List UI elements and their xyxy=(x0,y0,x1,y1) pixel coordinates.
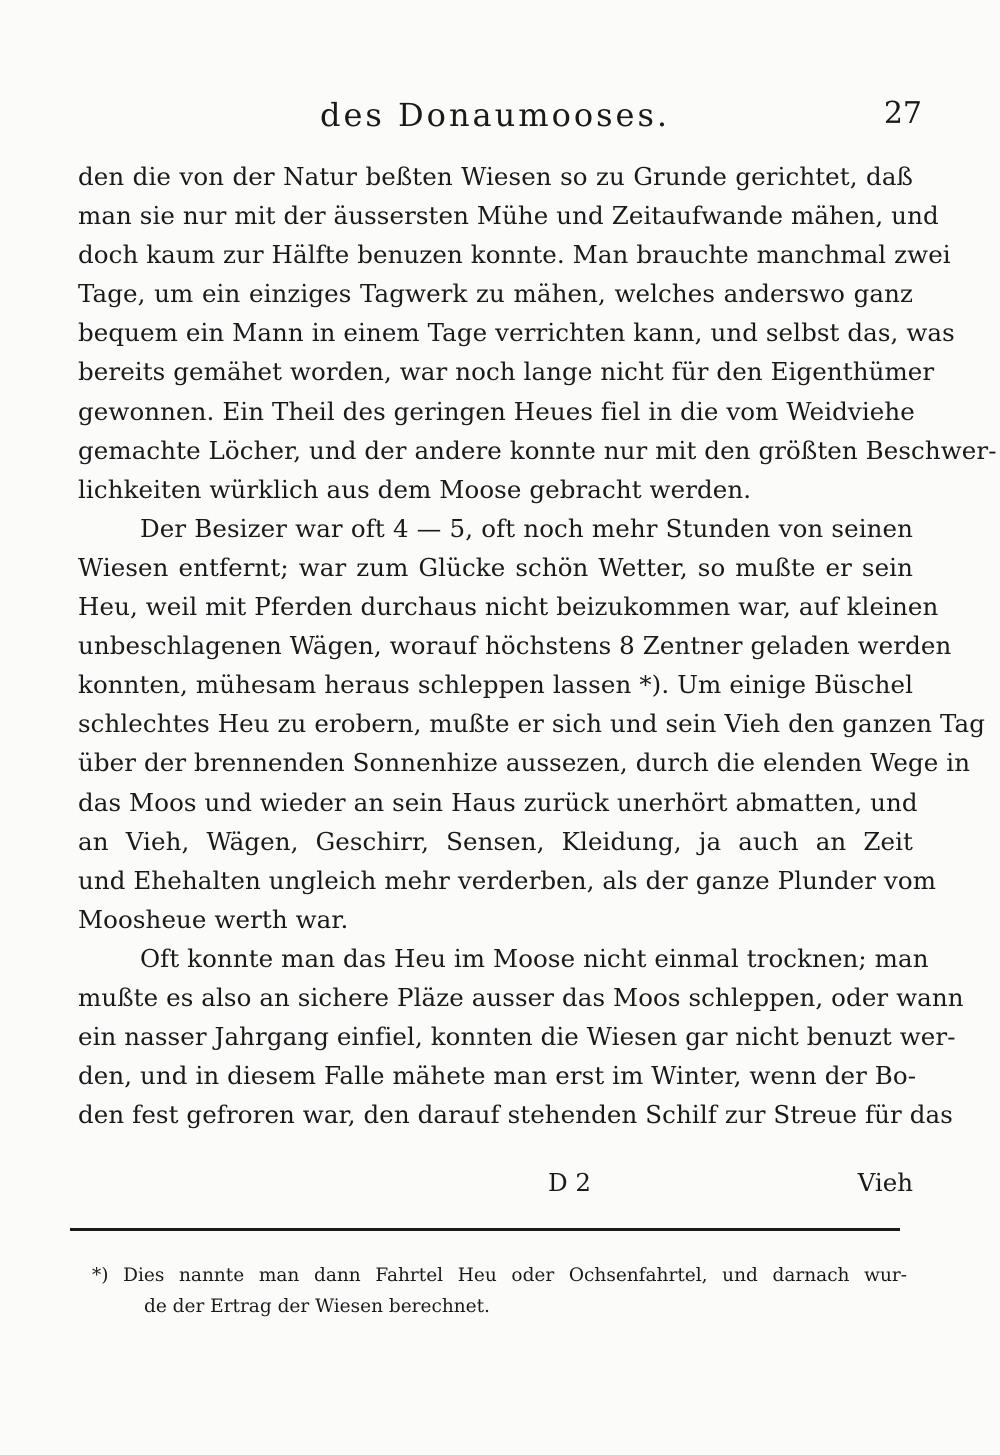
body-text xyxy=(78,157,997,1134)
catchword: Vieh xyxy=(857,1168,913,1197)
text-line: man sie nur mit der äussersten Mühe und Zeitaufwande mähen, und xyxy=(78,201,939,231)
text-line: Moosheue werth war. xyxy=(78,904,349,934)
text-line: gewonnen. Ein Theil des geringen Heues fiel in die vom Weidviehe xyxy=(78,396,915,426)
footnote-line: *) Dies nannte man dann Fahrtel Heu oder Ochsenfahrtel, und darnach wur- xyxy=(92,1265,907,1286)
text-line: konnten, mühesam heraus schleppen lassen *). Um einige Büschel xyxy=(78,670,913,700)
text-line: über der brennenden Sonnenhize aussezen, durch die elenden Wege in xyxy=(78,748,971,778)
text-line: den die von der Natur beßten Wiesen so zu Grunde gerichtet, daß xyxy=(78,162,913,191)
signature-mark: D 2 xyxy=(548,1168,592,1197)
text-line: Heu, weil mit Pferden durchaus nicht beizukommen war, auf kleinen xyxy=(78,592,939,622)
text-line: und Ehehalten ungleich mehr verderben, als der ganze Plunder vom xyxy=(78,865,937,895)
text-line: unbeschlagenen Wägen, worauf höchstens 8 Zentner geladen werden xyxy=(78,631,952,661)
text-line: das Moos und wieder an sein Haus zurück unerhört abmatten, und xyxy=(78,787,918,817)
text-line: mußte es also an sichere Pläze ausser das Moos schleppen, oder wann xyxy=(78,982,964,1012)
running-head: des Donaumooses. xyxy=(320,96,671,134)
page-number: 27 xyxy=(883,96,922,131)
text-line: Oft konnte man das Heu im Moose nicht einmal trocknen; man xyxy=(140,943,929,973)
footnote-line: de der Ertrag der Wiesen berechnet. xyxy=(144,1296,490,1317)
text-line: Der Besizer war oft 4 — 5, oft noch mehr Stunden von seinen xyxy=(140,513,913,543)
text-line: den, und in diesem Falle mähete man erst im Winter, wenn der Bo- xyxy=(78,1061,917,1091)
text-line: an Vieh, Wägen, Geschirr, Sensen, Kleidung, ja auch an Zeit xyxy=(78,826,913,856)
text-line: bereits gemähet worden, war noch lange nicht für den Eigenthümer xyxy=(78,357,935,387)
text-line: Wiesen entfernt; war zum Glücke schön Wetter, so mußte er sein xyxy=(78,552,913,582)
footnote-rule xyxy=(70,1228,900,1231)
text-line: doch kaum zur Hälfte benuzen konnte. Man brauchte manchmal zwei xyxy=(78,240,951,270)
footnote xyxy=(92,1260,907,1322)
text-line: ein nasser Jahrgang einfiel, konnten die Wiesen gar nicht benuzt wer- xyxy=(78,1022,956,1052)
text-line: lichkeiten würklich aus dem Moose gebracht werden. xyxy=(78,474,752,504)
text-line: bequem ein Mann in einem Tage verrichten kann, und selbst das, was xyxy=(78,318,955,348)
catchline xyxy=(78,1163,913,1202)
text-line: gemachte Löcher, und der andere konnte nur mit den größten Beschwer- xyxy=(78,435,997,465)
text-line: den fest gefroren war, den darauf stehenden Schilf zur Streue für das xyxy=(78,1100,953,1130)
text-line: Tage, um ein einziges Tagwerk zu mähen, welches anderswo ganz xyxy=(78,279,913,309)
text-line: schlechtes Heu zu erobern, mußte er sich und sein Vieh den ganzen Tag xyxy=(78,709,986,739)
